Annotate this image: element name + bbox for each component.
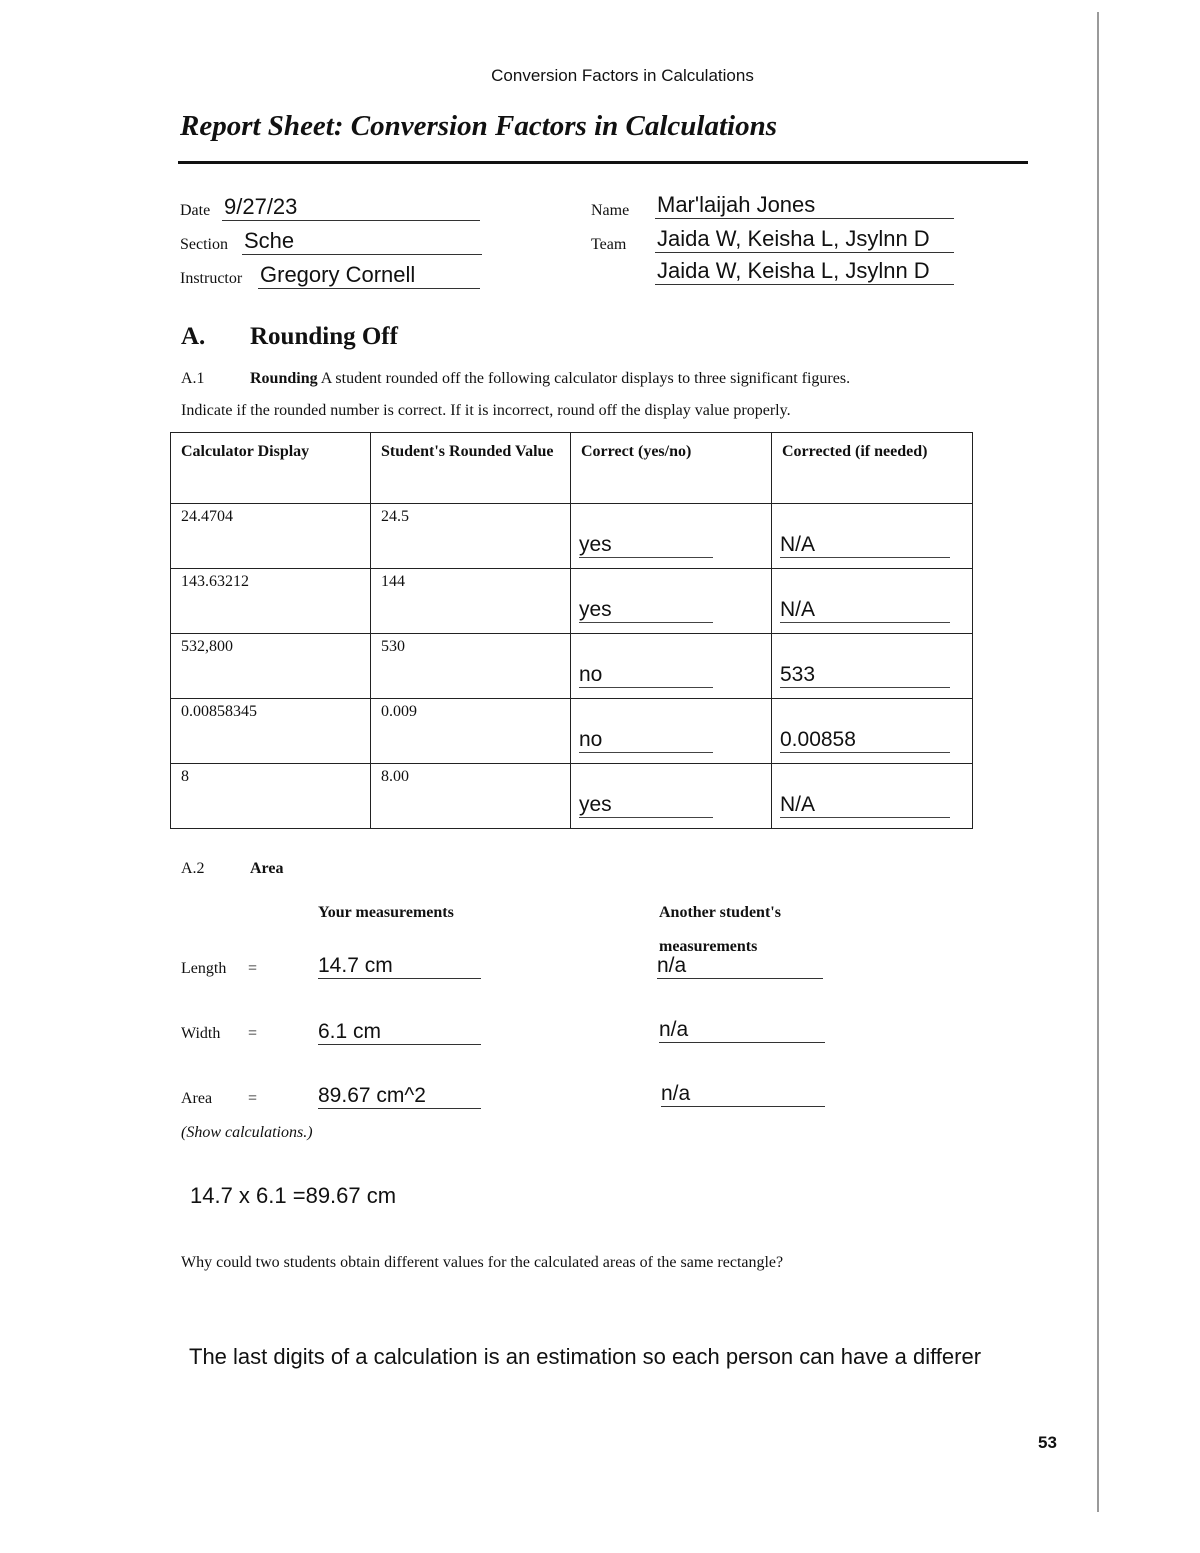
title-divider xyxy=(178,161,1028,164)
correct-answer[interactable]: no xyxy=(579,728,713,753)
table-row xyxy=(171,699,973,764)
display-value: 8 xyxy=(181,768,189,785)
other-area-field[interactable]: n/a xyxy=(661,1082,825,1107)
table-row xyxy=(171,504,973,569)
corrected-answer[interactable]: N/A xyxy=(780,793,950,818)
display-value: 0.00858345 xyxy=(181,703,257,720)
answer-text[interactable]: The last digits of a calculation is an estimation so each person can have a differer xyxy=(189,1344,982,1369)
width-equals: = xyxy=(248,1025,258,1042)
correct-answer[interactable]: no xyxy=(579,663,713,688)
header-correct: Correct (yes/no) xyxy=(571,433,772,504)
a1-instructions xyxy=(181,370,981,388)
area-label: Area xyxy=(181,1090,213,1107)
a2-number: A.2 xyxy=(181,860,205,877)
section-field[interactable]: Sche xyxy=(242,228,482,255)
scan-edge xyxy=(1097,12,1099,1512)
page-number: 53 xyxy=(1038,1433,1057,1452)
rounded-value: 530 xyxy=(381,638,405,655)
display-value: 532,800 xyxy=(181,638,233,655)
table-row xyxy=(171,764,973,829)
a1-bold: Rounding xyxy=(250,370,318,387)
rounded-value: 24.5 xyxy=(381,508,409,525)
header-calculator-display: Calculator Display xyxy=(171,433,371,504)
table-header-row xyxy=(171,433,973,504)
section-title: Rounding Off xyxy=(250,323,398,350)
correct-answer[interactable]: yes xyxy=(579,793,713,818)
length-equals: = xyxy=(248,960,258,977)
your-length-field[interactable]: 14.7 cm xyxy=(318,954,481,979)
a1-text: A student rounded off the following calculator displays to three significant figures. xyxy=(320,370,851,387)
running-title: Conversion Factors in Calculations xyxy=(491,66,754,85)
team-field[interactable]: Jaida W, Keisha L, Jsylnn D xyxy=(655,226,954,253)
length-label: Length xyxy=(181,960,227,977)
corrected-answer[interactable]: N/A xyxy=(780,598,950,623)
team-label: Team xyxy=(591,236,627,253)
correct-answer[interactable]: yes xyxy=(579,598,713,623)
page-title: Report Sheet: Conversion Factors in Calculations xyxy=(180,110,778,142)
name-label: Name xyxy=(591,202,630,219)
team-field-2[interactable]: Jaida W, Keisha L, Jsylnn D xyxy=(655,258,954,285)
other-length-field[interactable]: n/a xyxy=(657,954,823,979)
instructor-label: Instructor xyxy=(180,270,243,287)
your-measurements-heading: Your measurements xyxy=(318,904,454,921)
your-area-field[interactable]: 89.67 cm^2 xyxy=(318,1084,481,1109)
area-equals: = xyxy=(248,1090,258,1107)
question-text: Why could two students obtain different values for the calculated areas of the same rectangle? xyxy=(181,1254,784,1271)
rounded-value: 0.009 xyxy=(381,703,417,720)
width-label: Width xyxy=(181,1025,221,1042)
corrected-answer[interactable]: 0.00858 xyxy=(780,728,950,753)
display-value: 24.4704 xyxy=(181,508,233,525)
instructor-field[interactable]: Gregory Cornell xyxy=(258,262,480,289)
a1-text-2: Indicate if the rounded number is correct. If it is incorrect, round off the display value properly. xyxy=(181,402,791,419)
display-value: 143.63212 xyxy=(181,573,249,590)
rounding-table xyxy=(170,432,973,829)
date-label: Date xyxy=(180,202,211,219)
a1-number: A.1 xyxy=(181,370,205,387)
show-calculations-note: (Show calculations.) xyxy=(181,1124,313,1141)
correct-answer[interactable]: yes xyxy=(579,533,713,558)
your-width-field[interactable]: 6.1 cm xyxy=(318,1020,481,1045)
header-rounded-value: Student's Rounded Value xyxy=(371,433,571,504)
section-heading xyxy=(181,323,398,351)
corrected-answer[interactable]: N/A xyxy=(780,533,950,558)
corrected-answer[interactable]: 533 xyxy=(780,663,950,688)
table-row xyxy=(171,569,973,634)
rounded-value: 144 xyxy=(381,573,405,590)
a2-heading xyxy=(181,860,283,878)
section-letter: A. xyxy=(181,323,206,350)
other-width-field[interactable]: n/a xyxy=(659,1018,825,1043)
date-field[interactable]: 9/27/23 xyxy=(222,194,480,221)
a2-title: Area xyxy=(250,860,284,877)
section-label: Section xyxy=(180,236,228,253)
calculation-text[interactable]: 14.7 x 6.1 =89.67 cm xyxy=(190,1183,397,1208)
table-row xyxy=(171,634,973,699)
rounded-value: 8.00 xyxy=(381,768,409,785)
name-field[interactable]: Mar'laijah Jones xyxy=(655,192,954,219)
other-measurements-heading: Another student's measurements xyxy=(659,904,781,955)
header-corrected: Corrected (if needed) xyxy=(772,433,973,504)
